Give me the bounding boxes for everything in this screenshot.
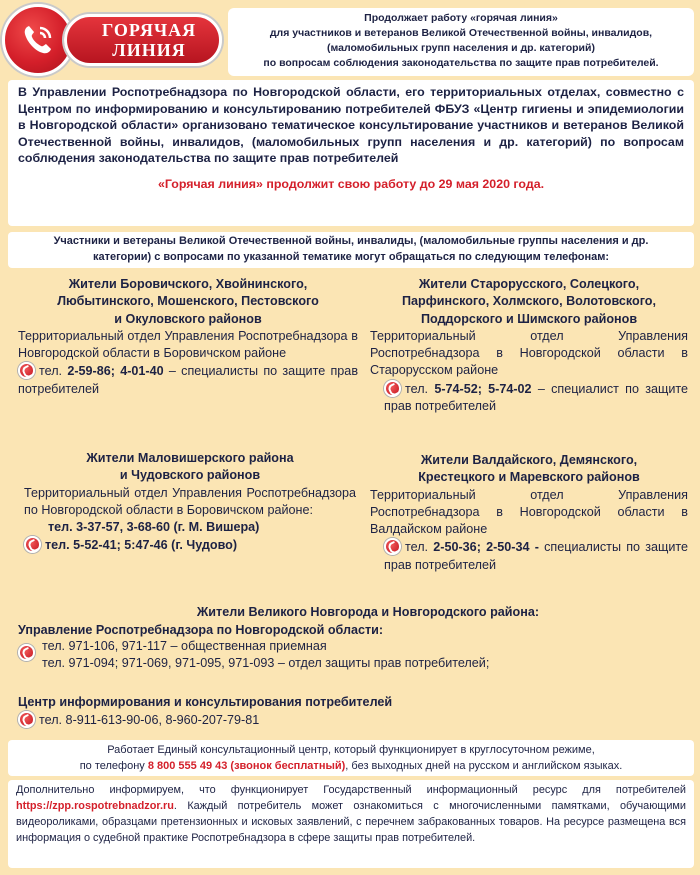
- region-phones: [370, 380, 688, 416]
- region-title: [370, 452, 688, 487]
- header-notice-line: для участников и ветеранов Великой Отечественной войны, инвалидов,: [269, 27, 653, 39]
- phone-icon: [384, 380, 401, 397]
- novgorod-phones: [18, 638, 694, 671]
- region-title-line: Жители Маловишерского района: [86, 451, 294, 465]
- header-notice-line: (маломобильных групп населения и др. категорий): [327, 42, 595, 54]
- phone-suffix: специалисты по защите прав потребителей: [384, 540, 689, 572]
- region-office: Территориальный отдел Управления Роспотребнадзора в Новгородской области в Боровичском районе: [18, 328, 358, 361]
- callcenter-line: [8, 758, 694, 774]
- hotline-label: [64, 14, 222, 66]
- region-valday: [370, 452, 688, 574]
- phone-icon: [18, 362, 35, 379]
- phone-numbers: 2-50-36; 2-50-34 -: [433, 540, 539, 555]
- callcenter-post: , без выходных дней на русском и английском языках.: [345, 760, 623, 772]
- intro-text: В Управлении Роспотребнадзора по Новгородской области, его территориальных отделах, совместно с Центром по информированию и консультированию потребителей ФБУЗ «Центр гигиены и эпидемиологии в Новгородской области» организовано тематическое консультирование участников и ветеранов Великой Отечественной войны, инвалидов, (маломобильных групп населения и др. категорий) по вопросам соблюдения законодательства по защите прав потребителей: [18, 85, 684, 166]
- region-title-line: Жители Старорусского, Солецкого,: [418, 277, 640, 291]
- participants-line: категории) с вопросами по указанной тематике могут обращаться по следующим телефонам:: [92, 250, 610, 263]
- callcenter-notice: [8, 740, 694, 776]
- region-office: Территориальный отдел Управления Роспотребнадзора в Новгородской области в Старорусском районе: [370, 328, 688, 378]
- consumer-center-block: [18, 694, 694, 729]
- tel-prefix: тел.: [405, 540, 429, 555]
- region-title-line: и Окуловского районов: [114, 311, 262, 326]
- phone-numbers: 2-59-86; 4-01-40: [67, 364, 164, 379]
- region-title-line: Любытинского, Мошенского, Пестовского: [57, 294, 319, 309]
- region-title-line: Жители Боровичского, Хвойнинского,: [68, 277, 308, 291]
- center-phones: [18, 711, 694, 729]
- resource-pre: Дополнительно информируем, что функционирует Государственный информационный ресурс для потребителей: [16, 784, 686, 796]
- region-phones: [18, 362, 358, 398]
- resource-post: . Каждый потребитель может ознакомиться с многочисленными памятками, обучающими видеороликами, образцами претензионных и исковых заявлений, с перечнем забракованных товаров. На ресурсе размещена вся информация о судебной практике Роспотребнадзора в сфере защиты прав потребителей.: [16, 800, 686, 844]
- region-malaya-vishera: [24, 450, 356, 555]
- header-notice: [228, 8, 694, 76]
- region-title-line: Жители Валдайского, Демянского,: [420, 453, 638, 467]
- callcenter-pre: по телефону: [79, 760, 145, 772]
- hotline-label-line1: ГОРЯЧАЯ: [101, 20, 197, 40]
- participants-line: Участники и ветераны Великой Отечественной войны, инвалиды, (маломобильные группы населения и др.: [53, 235, 649, 247]
- region-office: Территориальный отдел Управления Роспотребнадзора по Новгородской области в Боровичском районе:: [24, 485, 356, 517]
- callcenter-phone: 8 800 555 49 43 (звонок бесплатный): [147, 760, 346, 772]
- tel-prefix: тел.: [39, 364, 63, 379]
- phone-icon: [24, 536, 41, 553]
- region-title-line: Крестецкого и Маревского районов: [418, 470, 640, 485]
- region-staraya-russa: [370, 276, 688, 415]
- region-phone-line: тел. 3-37-57, 3-68-60 (г. М. Вишера): [48, 520, 260, 535]
- intro-box: [8, 80, 694, 226]
- resource-notice: [8, 780, 694, 868]
- region-borovichi: [18, 276, 358, 398]
- region-title: [370, 276, 688, 328]
- region-title: [18, 276, 358, 328]
- phone-numbers: 5-74-52; 5-74-02: [434, 381, 532, 396]
- region-office: Территориальный отдел Управления Роспотребнадзора в Новгородской области в Валдайском районе: [370, 487, 688, 537]
- phone-icon: [384, 538, 401, 555]
- header-notice-line: Продолжает работу «горячая линия»: [364, 12, 558, 24]
- participants-notice: [8, 232, 694, 268]
- phone-icon: [18, 644, 35, 661]
- region-phones: [370, 538, 688, 574]
- region-phone-line-text: тел. 5-52-41; 5:47-46 (г. Чудово): [45, 538, 238, 553]
- resource-url[interactable]: https://zpp.rospotrebnadzor.ru: [16, 800, 174, 812]
- novgorod-line: тел. 971-094; 971-069, 971-095, 971-093 – отдел защиты прав потребителей;: [42, 655, 490, 670]
- phone-suffix: – специалист по защите прав потребителей: [384, 381, 689, 414]
- region-title-line: Парфинского, Холмского, Волотовского,: [401, 294, 656, 309]
- novgorod-subtitle: Управление Роспотребнадзора по Новгородской области:: [18, 622, 384, 637]
- center-title: Центр информирования и консультирования потребителей: [18, 695, 393, 709]
- hotline-logo: [2, 4, 224, 76]
- hotline-label-line2: ЛИНИЯ: [112, 40, 186, 60]
- region-phone-line: [24, 536, 356, 554]
- callcenter-line: Работает Единый консультационный центр, который функционирует в круглосуточном режиме,: [107, 744, 595, 756]
- novgorod-block: [18, 604, 694, 671]
- region-title: [24, 450, 356, 485]
- novgorod-line: тел. 971-106, 971-117 – общественная приемная: [42, 639, 327, 653]
- hotline-until: «Горячая линия» продолжит свою работу до 29 мая 2020 года.: [157, 176, 545, 191]
- phone-icon: [18, 711, 35, 728]
- header-notice-line: по вопросам соблюдения законодательства по защите прав потребителей.: [263, 57, 659, 69]
- region-title-line: Поддорского и Шимского районов: [420, 311, 638, 326]
- phone-suffix: – специалисты по защите прав потребителей: [18, 364, 359, 396]
- region-title-line: и Чудовского районов: [119, 468, 261, 483]
- center-phones-text: тел. 8-911-613-90-06, 8-960-207-79-81: [39, 713, 260, 727]
- novgorod-title: Жители Великого Новгорода и Новгородского района:: [196, 605, 540, 619]
- tel-prefix: тел.: [405, 381, 429, 396]
